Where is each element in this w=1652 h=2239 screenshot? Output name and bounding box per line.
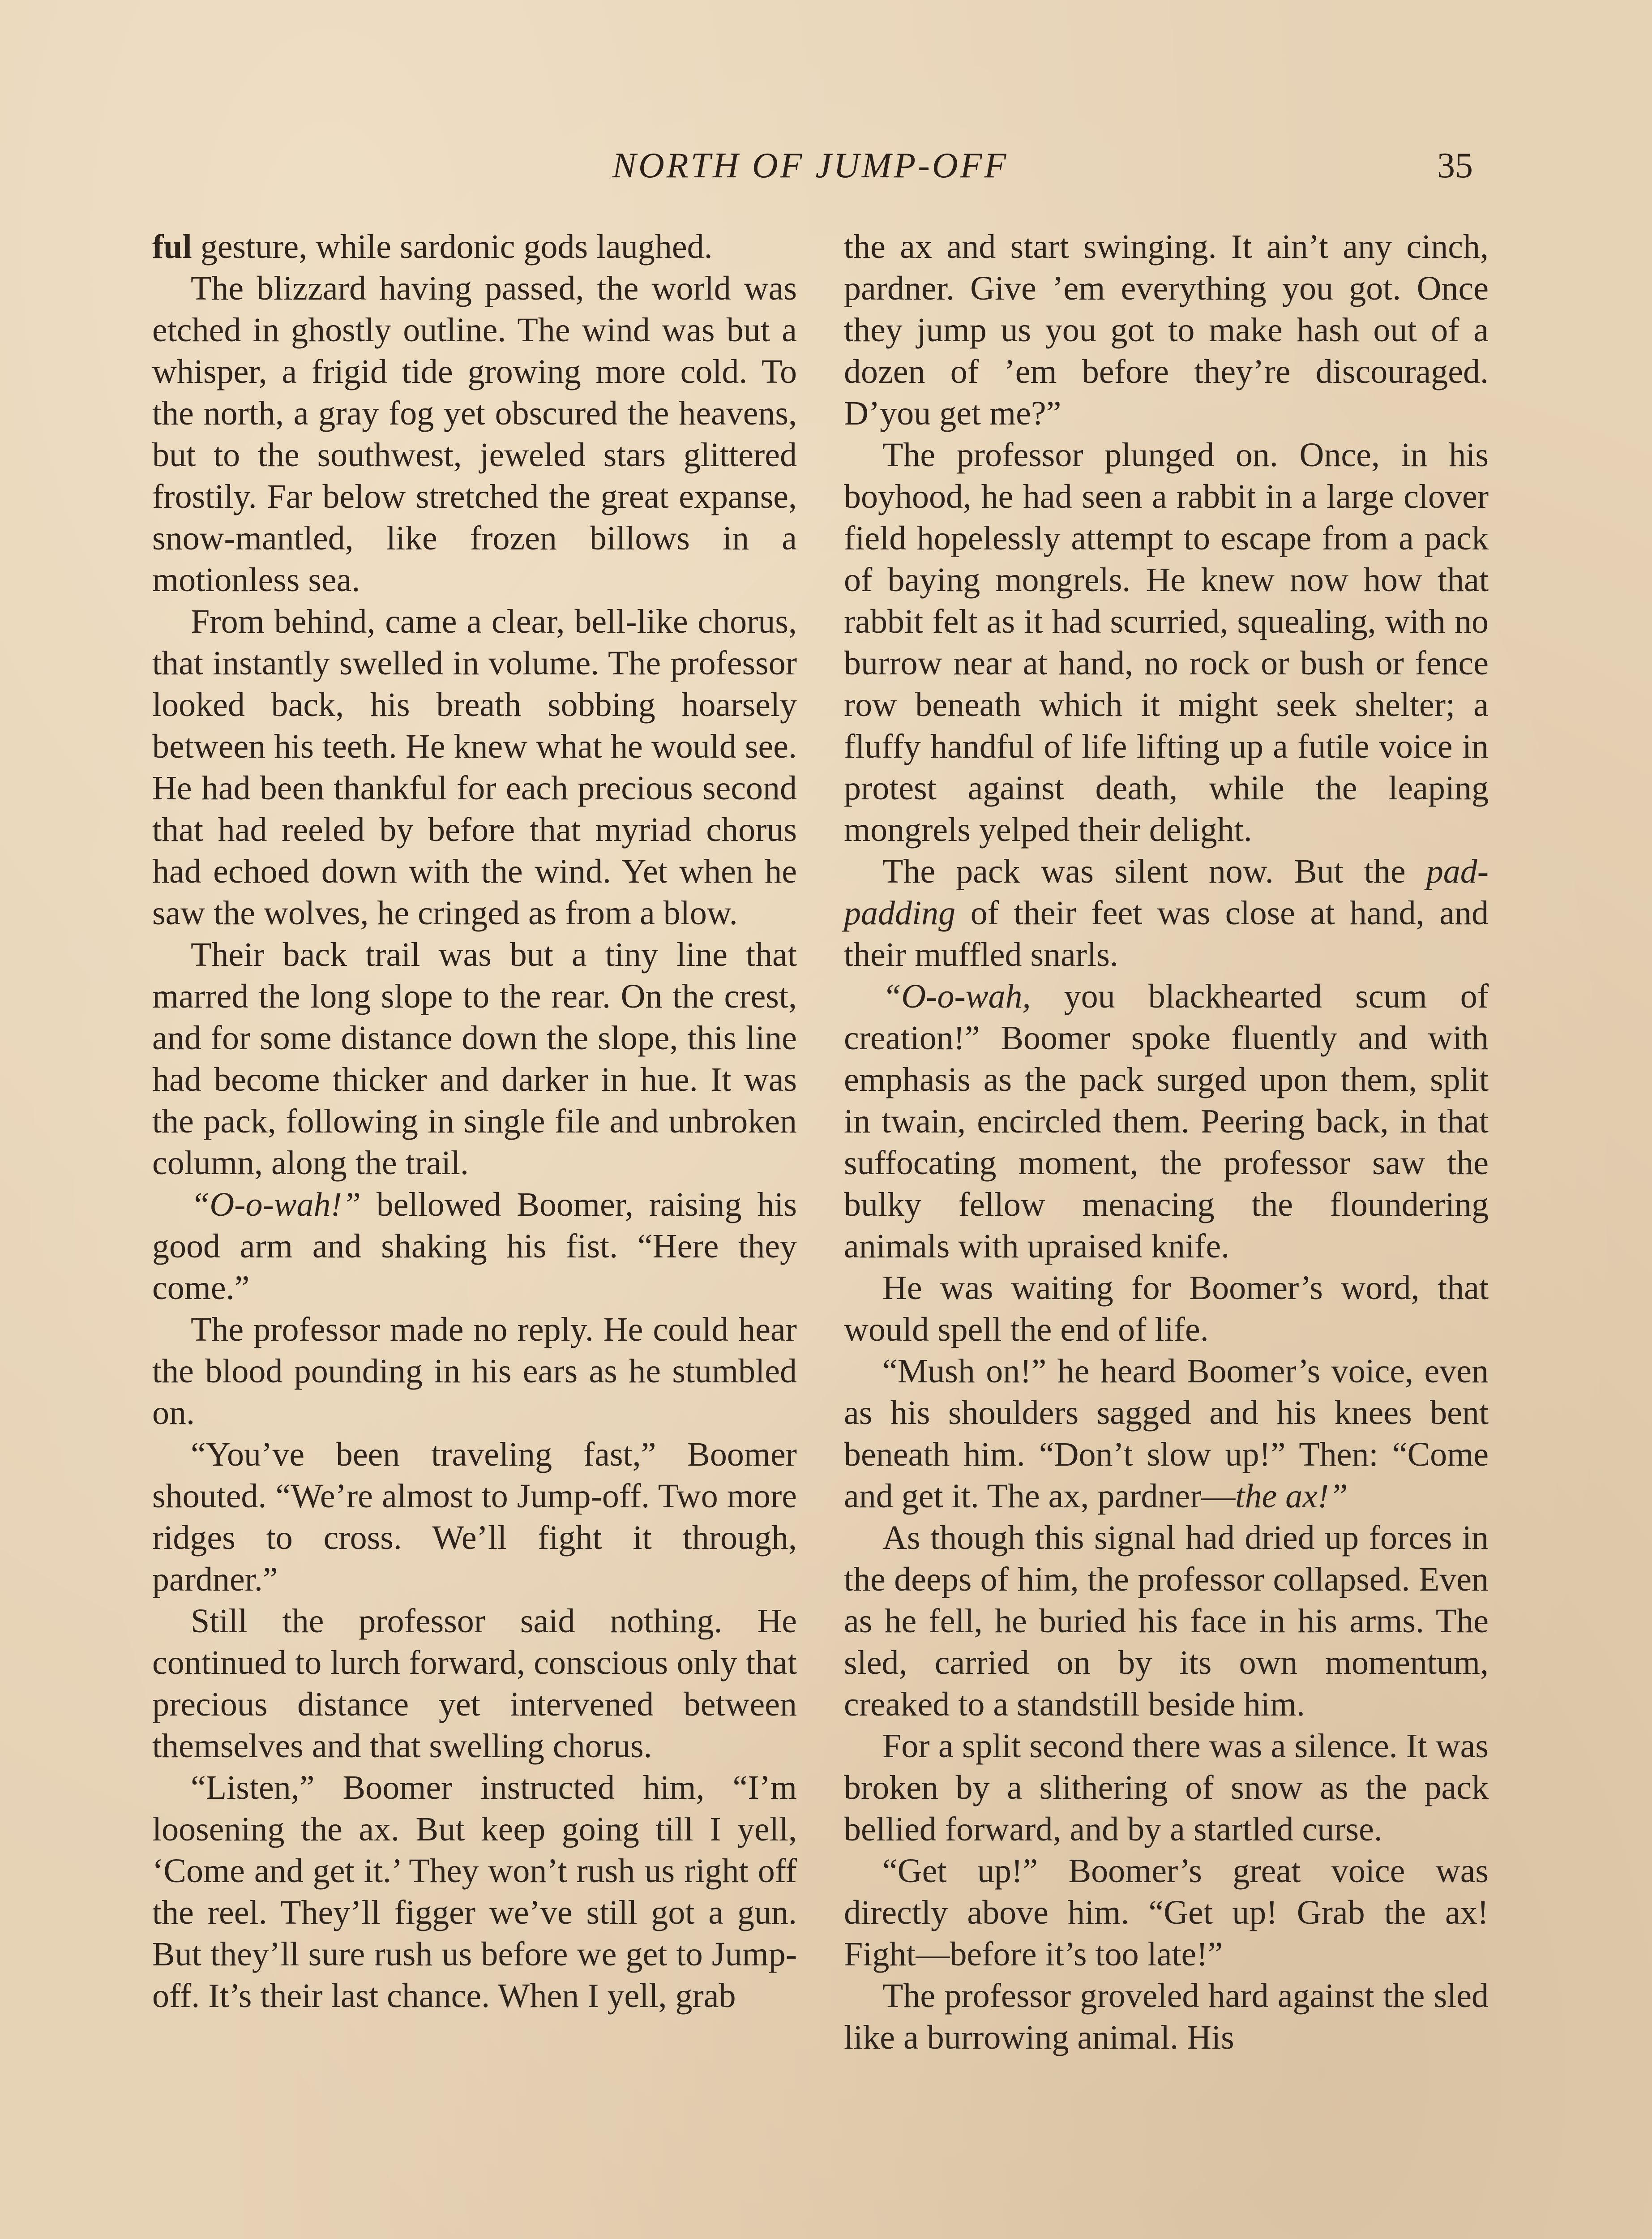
paragraph: From behind, came a clear, bell-like chorus, that instantly swelled in volume. The professor looked back, his breath sobbing hoarsely between his teeth. He knew what he would see. He had been thankful for each precious second that had reeled by before that myriad chorus had echoed down with the wind. Yet when he saw the wolves, he cringed as from a blow. — [152, 603, 797, 932]
paragraph: “You’ve been traveling fast,” Boomer shouted. “We’re almost to Jump-off. Two more ridges to cross. We’ll fight it through, pardner.” — [152, 1436, 797, 1598]
right-column — [844, 226, 1489, 2059]
paragraph: The professor plunged on. Once, in his boyhood, he had seen a rabbit in a large clover field hopelessly attempt to escape from a pack of baying mongrels. He knew now how that rabbit felt as it had scurried, squealing, with no burrow near at hand, no rock or bush or fence row beneath which it might seek shelter; a fluffy handful of life lifting up a futile voice in protest against death, while the leaping mongrels yelped their delight. — [844, 436, 1489, 849]
italic-exclamation: “O-o-wah!” — [191, 1186, 361, 1223]
paragraph-text: gesture, while sardonic gods laughed. — [192, 228, 713, 266]
paragraph: the ax and start swinging. It ain’t any cinch, pardner. Give ’em everything you got. Once they jump us you got to make hash out of a dozen of ’em before they’re discouraged. D’you get me?” — [844, 228, 1489, 432]
left-column — [152, 226, 797, 2017]
page-number: 35 — [1437, 146, 1473, 185]
paragraph: For a split second there was a silence. It was broken by a slithering of snow as the pack bellied forward, and by a startled curse. — [844, 1727, 1489, 1848]
paragraph-text: “Mush on!” he heard Boomer’s voice, even as his shoulders sagged and his knees bent beneath him. “Don’t slow up!” Then: “Come and get it. The ax, pardner— — [844, 1352, 1489, 1515]
paragraph: The professor made no reply. He could hear the blood pounding in his ears as he stumbled on. — [152, 1311, 797, 1432]
paragraph-text: bellowed Boomer, raising his good arm and shaking his fist. “Here they come.” — [152, 1186, 797, 1307]
paragraph-text: you blackhearted scum of creation!” Boomer spoke fluently and with emphasis as the pack surged upon them, split in twain, encircled them. Peering back, in that suffocating moment, the professor saw the bulky fellow menacing the floundering animals with upraised knife. — [844, 978, 1489, 1265]
paragraph-lead-word: ful — [152, 228, 192, 266]
paragraph: “Get up!” Boomer’s great voice was directly above him. “Get up! Grab the ax! Fight—before it’s too late!” — [844, 1852, 1489, 1973]
paragraph: Their back trail was but a tiny line that marred the long slope to the rear. On the crest, and for some distance down the slope, this line had become thicker and darker in hue. It was the pack, following in single file and unbroken column, along the trail. — [152, 936, 797, 1182]
paragraph — [844, 1351, 1489, 1517]
paragraph: “Listen,” Boomer instructed him, “I’m loosening the ax. But keep going till I yell, ‘Come and get it.’ They won’t rush us right off the reel. They’ll figger we’ve still got a gun. But they’ll sure rush us before we get to Jump-off. It’s their last chance. When I yell, grab — [152, 1769, 797, 2015]
paragraph — [844, 851, 1489, 976]
paragraph-text: The pack was silent now. But the — [882, 853, 1426, 890]
paragraph — [152, 226, 797, 268]
paragraph: He was waiting for Boomer’s word, that would spell the end of life. — [844, 1269, 1489, 1348]
italic-phrase: pad-padding — [844, 853, 1489, 932]
paragraph: Still the professor said nothing. He continued to lurch forward, conscious only that precious distance yet intervened between themselves and that swelling chorus. — [152, 1602, 797, 1765]
paragraph: As though this signal had dried up forces in the deeps of him, the professor collapsed. Even as he fell, he buried his face in his arms. The sled, carried on by its own momentum, creaked to a standstill beside him. — [844, 1519, 1489, 1723]
paragraph: The blizzard having passed, the world was etched in ghostly outline. The wind was but a whisper, a frigid tide growing more cold. To the north, a gray fog yet obscured the heavens, but to the southwest, jeweled stars glittered frostily. Far below stretched the great expanse, snow-mantled, like frozen billows in a motionless sea. — [152, 270, 797, 599]
paragraph: The professor groveled hard against the sled like a burrowing animal. His — [844, 1977, 1489, 2056]
paragraph-text: of their feet was close at hand, and their muffled snarls. — [844, 894, 1489, 974]
italic-phrase: the ax!” — [1235, 1477, 1348, 1515]
italic-exclamation: “O-o-wah, — [882, 978, 1031, 1015]
paragraph — [152, 1184, 797, 1309]
page-header-title: NORTH OF JUMP-OFF — [612, 146, 1009, 185]
paragraph — [844, 976, 1489, 1267]
